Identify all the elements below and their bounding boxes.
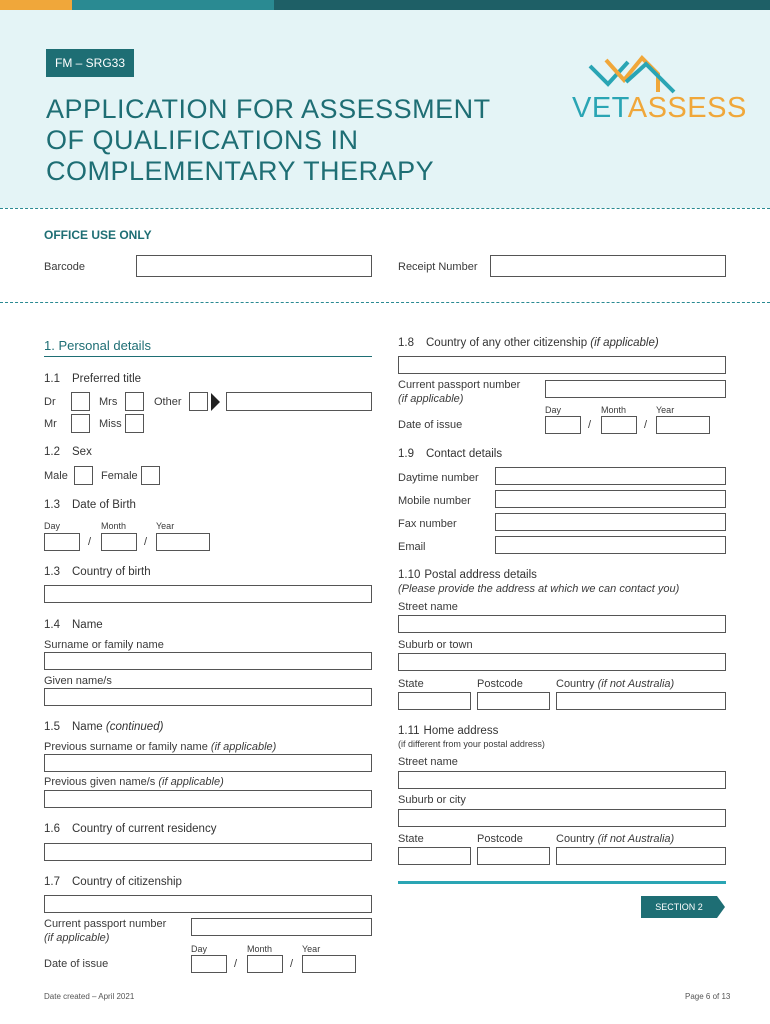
other-issue-month-label: Month xyxy=(601,405,627,415)
date-of-issue-label: Date of issue xyxy=(44,958,109,970)
postal-postcode-field[interactable] xyxy=(477,692,550,710)
issue-year-field[interactable] xyxy=(302,955,356,973)
date-separator: / xyxy=(644,419,648,431)
surname-field[interactable] xyxy=(44,652,372,670)
passport-number-field[interactable] xyxy=(191,918,372,936)
fax-number-field[interactable] xyxy=(495,513,726,531)
postal-country-field[interactable] xyxy=(556,692,726,710)
other-issue-year-label: Year xyxy=(656,405,675,415)
heading-country-of-residency: 1.6 Country of current residency xyxy=(44,823,217,835)
postal-country-label: Country (if not Australia) xyxy=(556,678,675,690)
date-separator: / xyxy=(588,419,592,431)
postal-state-label: State xyxy=(398,678,424,690)
receipt-number-field[interactable] xyxy=(490,255,726,277)
surname-label: Surname or family name xyxy=(44,639,164,651)
option-miss-label: Miss xyxy=(99,418,122,430)
heading-postal-address: 1.10 Postal address details xyxy=(398,569,537,581)
home-postcode-label: Postcode xyxy=(477,833,523,845)
country-of-birth-field[interactable] xyxy=(44,585,372,603)
date-separator: / xyxy=(144,536,148,548)
passport-if-applicable-label: (if applicable) xyxy=(44,932,110,944)
postal-suburb-label: Suburb or town xyxy=(398,639,473,651)
postal-postcode-label: Postcode xyxy=(477,678,523,690)
option-mrs-label: Mrs xyxy=(99,396,118,408)
postal-state-field[interactable] xyxy=(398,692,471,710)
page-title: APPLICATION FOR ASSESSMENT OF QUALIFICATIONS IN COMPLEMENTARY THERAPY xyxy=(46,94,491,186)
section-2-button[interactable]: SECTION 2 xyxy=(641,896,717,918)
option-mr-label: Mr xyxy=(44,418,57,430)
footer-page-number: Page 6 of 13 xyxy=(685,992,731,1001)
arrow-right-icon xyxy=(211,393,220,411)
dob-day-field[interactable] xyxy=(44,533,80,551)
home-postcode-field[interactable] xyxy=(477,847,550,865)
divider xyxy=(0,208,770,209)
heading-sex: 1.2 Sex xyxy=(44,446,92,458)
other-issue-month-field[interactable] xyxy=(601,416,637,434)
date-separator: / xyxy=(290,958,294,970)
top-color-bar xyxy=(0,0,770,10)
logo-wordmark: VETASSESS xyxy=(572,92,747,124)
postal-address-note: (Please provide the address at which we can contact you) xyxy=(398,583,680,595)
date-separator: / xyxy=(234,958,238,970)
other-date-of-issue-label: Date of issue xyxy=(398,419,463,431)
country-of-residency-field[interactable] xyxy=(44,843,372,861)
home-state-label: State xyxy=(398,833,424,845)
postal-suburb-field[interactable] xyxy=(398,653,726,671)
heading-contact-details: 1.9 Contact details xyxy=(398,448,503,460)
heading-preferred-title: 1.1 Preferred title xyxy=(44,373,142,385)
checkbox-male[interactable] xyxy=(74,466,93,485)
checkbox-other[interactable] xyxy=(189,392,208,411)
home-suburb-label: Suburb or city xyxy=(398,794,466,806)
dob-month-field[interactable] xyxy=(101,533,137,551)
home-country-label: Country (if not Australia) xyxy=(556,833,675,845)
heading-other-citizenship: 1.8 Country of any other citizenship (if applicable) xyxy=(398,337,659,349)
other-passport-label: Current passport number xyxy=(398,379,521,391)
heading-country-of-citizenship: 1.7 Country of citizenship xyxy=(44,876,182,888)
form-code-badge: FM – SRG33 xyxy=(46,49,134,77)
given-names-label: Given name/s xyxy=(44,675,112,687)
heading-name-continued: 1.5 Name (continued) xyxy=(44,721,164,733)
heading-country-of-birth: 1.3 Country of birth xyxy=(44,566,151,578)
section-end-rule xyxy=(398,881,726,884)
checkbox-mr[interactable] xyxy=(71,414,90,433)
issue-day-label: Day xyxy=(191,944,208,954)
other-passport-field[interactable] xyxy=(545,380,726,398)
checkbox-miss[interactable] xyxy=(125,414,144,433)
previous-surname-field[interactable] xyxy=(44,754,372,772)
mobile-number-label: Mobile number xyxy=(398,495,471,507)
dob-day-label: Day xyxy=(44,521,61,531)
mobile-number-field[interactable] xyxy=(495,490,726,508)
option-dr-label: Dr xyxy=(44,396,56,408)
vetassess-chevron-logo-icon xyxy=(586,52,680,96)
other-issue-day-label: Day xyxy=(545,405,562,415)
barcode-field[interactable] xyxy=(136,255,372,277)
home-country-field[interactable] xyxy=(556,847,726,865)
option-male-label: Male xyxy=(44,470,68,482)
given-names-field[interactable] xyxy=(44,688,372,706)
home-address-note: (if different from your postal address) xyxy=(398,739,545,749)
dob-year-field[interactable] xyxy=(156,533,210,551)
daytime-number-field[interactable] xyxy=(495,467,726,485)
previous-given-label: Previous given name/s (if applicable) xyxy=(44,776,224,788)
home-street-field[interactable] xyxy=(398,771,726,789)
postal-street-label: Street name xyxy=(398,601,458,613)
checkbox-dr[interactable] xyxy=(71,392,90,411)
email-label: Email xyxy=(398,541,426,553)
fax-number-label: Fax number xyxy=(398,518,457,530)
divider xyxy=(0,302,770,303)
daytime-number-label: Daytime number xyxy=(398,472,479,484)
issue-month-label: Month xyxy=(247,944,273,954)
checkbox-mrs[interactable] xyxy=(125,392,144,411)
option-other-label: Other xyxy=(154,396,182,408)
footer-date-created: Date created – April 2021 xyxy=(44,992,135,1001)
receipt-number-label: Receipt Number xyxy=(398,261,478,273)
heading-date-of-birth: 1.3 Date of Birth xyxy=(44,499,136,511)
barcode-label: Barcode xyxy=(44,261,85,273)
postal-street-field[interactable] xyxy=(398,615,726,633)
other-title-field[interactable] xyxy=(226,392,372,411)
dob-month-label: Month xyxy=(101,521,127,531)
country-of-citizenship-field[interactable] xyxy=(44,895,372,913)
previous-given-field[interactable] xyxy=(44,790,372,808)
section-rule xyxy=(44,356,372,357)
home-state-field[interactable] xyxy=(398,847,471,865)
issue-year-label: Year xyxy=(302,944,321,954)
office-use-heading: OFFICE USE ONLY xyxy=(44,228,152,242)
passport-number-label: Current passport number xyxy=(44,918,167,930)
email-field[interactable] xyxy=(495,536,726,554)
heading-home-address: 1.11 Home address xyxy=(398,725,499,737)
issue-day-field[interactable] xyxy=(191,955,227,973)
home-street-label: Street name xyxy=(398,756,458,768)
arrow-right-icon xyxy=(717,896,725,918)
date-separator: / xyxy=(88,536,92,548)
other-issue-day-field[interactable] xyxy=(545,416,581,434)
issue-month-field[interactable] xyxy=(247,955,283,973)
home-suburb-field[interactable] xyxy=(398,809,726,827)
section-title-personal-details: 1. Personal details xyxy=(44,338,151,353)
checkbox-female[interactable] xyxy=(141,466,160,485)
other-issue-year-field[interactable] xyxy=(656,416,710,434)
heading-name: 1.4 Name xyxy=(44,619,103,631)
dob-year-label: Year xyxy=(156,521,175,531)
other-passport-if-applicable: (if applicable) xyxy=(398,393,464,405)
other-citizenship-field[interactable] xyxy=(398,356,726,374)
option-female-label: Female xyxy=(101,470,138,482)
previous-surname-label: Previous surname or family name (if applicable) xyxy=(44,741,277,753)
